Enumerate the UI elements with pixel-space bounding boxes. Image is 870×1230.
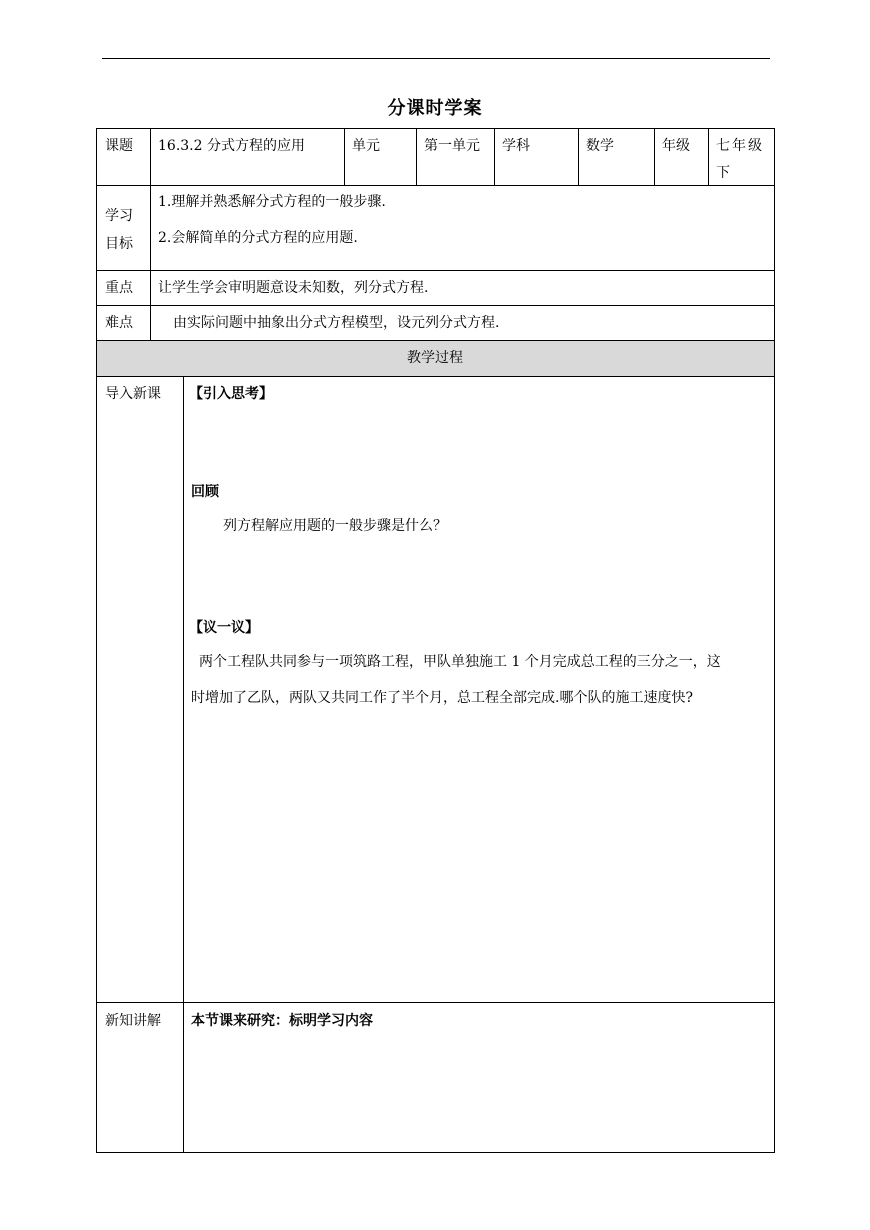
goal-item: 2.会解简单的分式方程的应用题. <box>158 230 358 246</box>
goal-item: 1.理解并熟悉解分式方程的一般步骤. <box>158 194 386 210</box>
unit-label: 单元 <box>352 138 380 154</box>
intro-label: 导入新课 <box>105 386 161 402</box>
think-heading: 【引入思考】 <box>189 386 273 402</box>
discuss-text-line2: 时增加了乙队，两队又共同工作了半个月，总工程全部完成.哪个队的施工速度快? <box>191 690 693 706</box>
topic-label: 课题 <box>105 138 133 154</box>
discuss-text: 两个工程队共同参与一项筑路工程，甲队单独施工 1 个月完成总工程的三分之一，这 <box>199 654 721 670</box>
goals-label: 学习 <box>105 208 133 224</box>
page-title: 分课时学案 <box>387 98 483 119</box>
goals-label-line2: 目标 <box>105 236 133 252</box>
grade-label: 年级 <box>662 138 690 154</box>
grade-value-suffix: 下 <box>716 165 730 181</box>
review-heading: 回顾 <box>191 484 219 500</box>
new-knowledge-label: 新知讲解 <box>105 1013 161 1029</box>
discuss-heading: 【议一议】 <box>189 620 259 636</box>
subject-label: 学科 <box>502 138 530 154</box>
difficulty-label: 难点 <box>105 315 133 331</box>
topic-value: 16.3.2 分式方程的应用 <box>158 138 305 154</box>
header-rule <box>102 58 770 59</box>
grade-value: 七年级 <box>716 138 764 154</box>
subject-value: 数学 <box>586 138 614 154</box>
unit-value: 第一单元 <box>424 138 480 154</box>
review-question: 列方程解应用题的一般步骤是什么？ <box>223 518 447 534</box>
new-knowledge-heading: 本节课来研究：标明学习内容 <box>191 1013 373 1029</box>
difficulty-value: 由实际问题中抽象出分式方程模型，设元列分式方程. <box>173 315 500 331</box>
process-header: 教学过程 <box>407 350 463 366</box>
key-point-label: 重点 <box>105 280 133 296</box>
key-point-value: 让学生学会审明题意设未知数，列分式方程. <box>158 280 429 296</box>
